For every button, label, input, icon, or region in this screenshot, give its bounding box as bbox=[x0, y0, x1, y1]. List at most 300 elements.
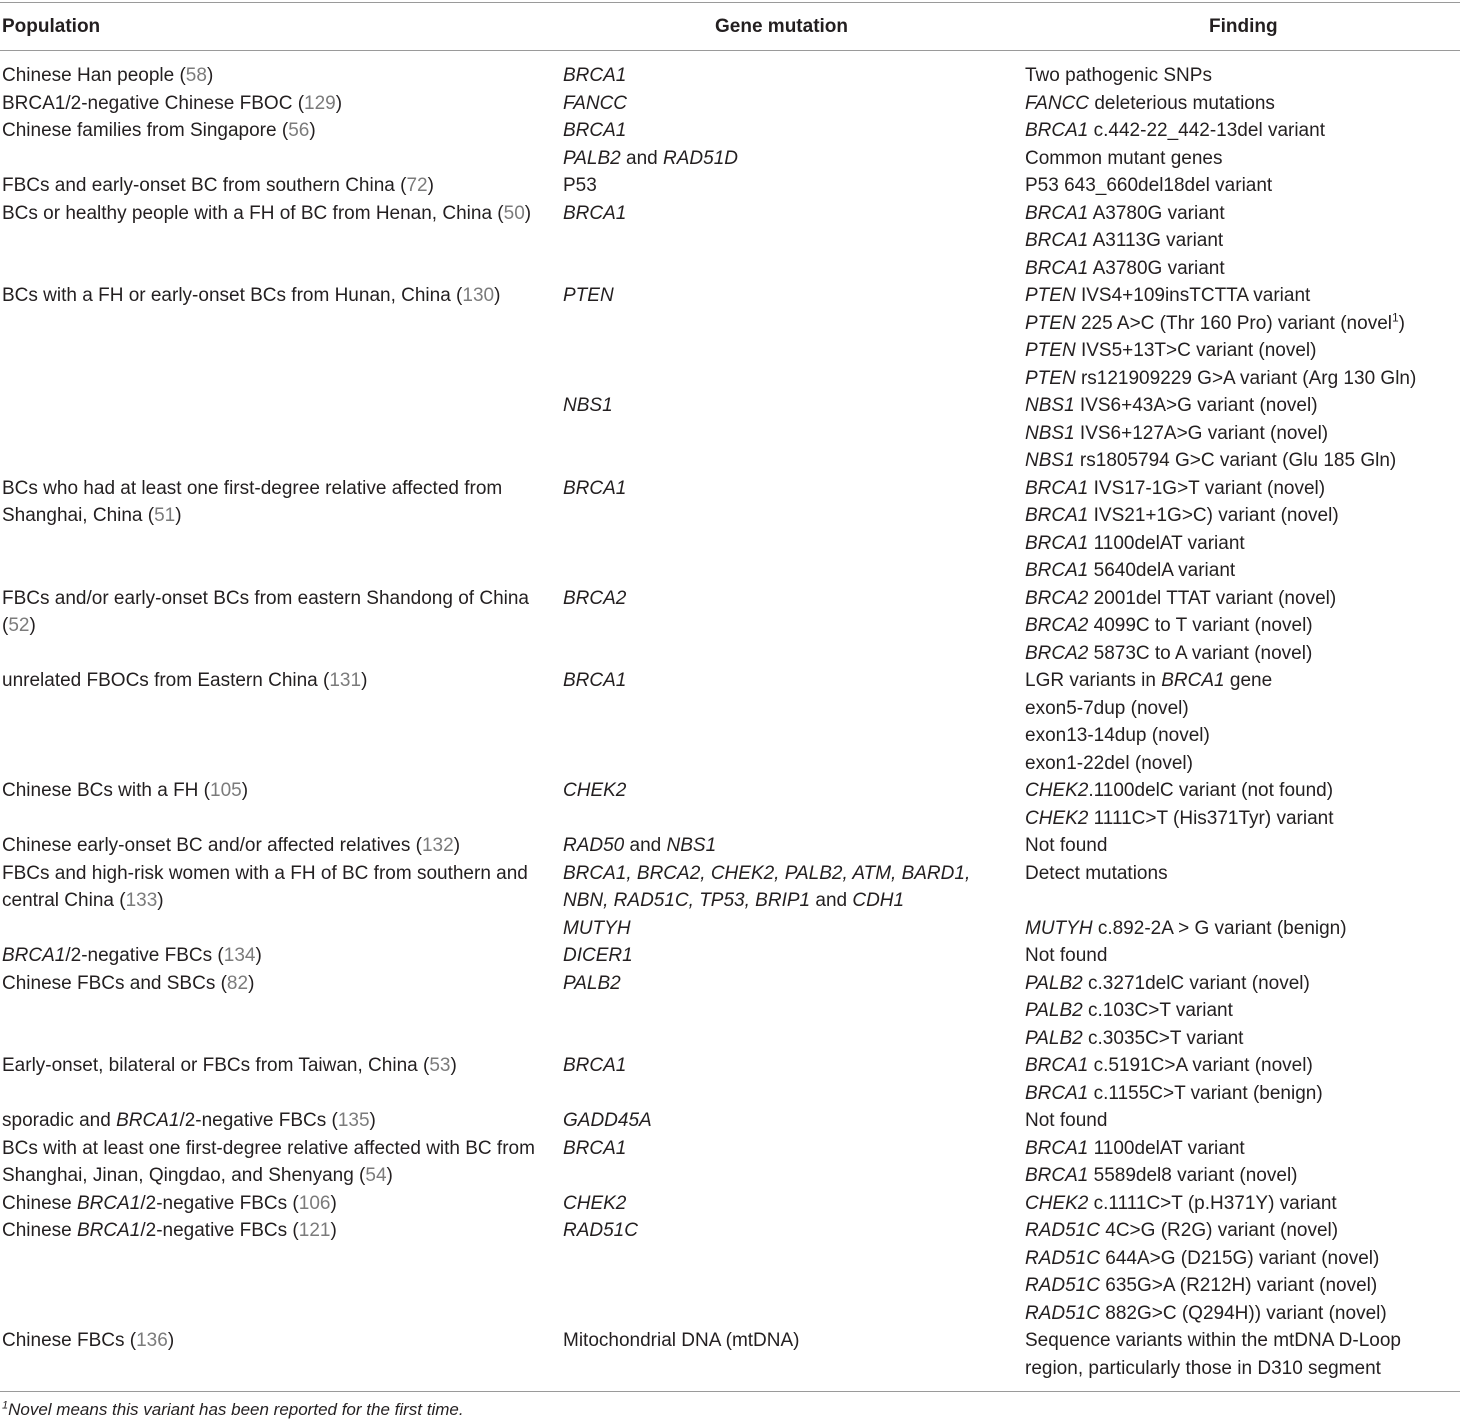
gene-mutation-cell bbox=[563, 475, 1003, 503]
finding-text: IVS4+109insTCTTA variant bbox=[1075, 285, 1311, 306]
finding-text: IVS6+43A>G variant (novel) bbox=[1074, 395, 1318, 416]
population-cell bbox=[2, 117, 552, 145]
finding-text: Sequence variants within the mtDNA D-Loop bbox=[1025, 1330, 1401, 1351]
finding-text: c.1111C>T (p.H371Y) variant bbox=[1088, 1192, 1337, 1214]
finding-line bbox=[1025, 365, 1455, 393]
gene-text: and bbox=[624, 835, 667, 856]
finding-line bbox=[1025, 557, 1455, 585]
population-value bbox=[2, 1135, 552, 1190]
population-cell bbox=[2, 90, 552, 118]
finding-line bbox=[1025, 1135, 1455, 1163]
population-text: /2-negative FBCs ( bbox=[140, 1220, 299, 1241]
reference-number: 72 bbox=[406, 175, 428, 196]
finding-line bbox=[1025, 420, 1455, 448]
population-text: /2-negative FBCs ( bbox=[65, 945, 224, 966]
finding-cell bbox=[1025, 1190, 1455, 1218]
population-cell bbox=[2, 1052, 552, 1080]
gene-italic: BRCA1 bbox=[563, 670, 627, 691]
gene-italic: BRCA1 bbox=[563, 120, 627, 141]
population-text: Chinese FBCs and SBCs ( bbox=[2, 972, 227, 994]
gene-line bbox=[563, 117, 1003, 145]
population-text: Chinese BCs with a FH ( bbox=[2, 780, 211, 801]
finding-line bbox=[1025, 90, 1455, 118]
finding-text: IVS5+13T>C variant (novel) bbox=[1075, 340, 1317, 361]
population-value bbox=[2, 282, 552, 310]
finding-gene-italic: BRCA1 bbox=[1161, 670, 1225, 691]
finding-gene-italic: PALB2 bbox=[1025, 1027, 1083, 1049]
reference-number: 130 bbox=[462, 285, 495, 306]
gene-line bbox=[563, 887, 1003, 915]
finding-gene-italic: BRCA1 bbox=[1025, 230, 1089, 251]
population-text: BCs with at least one first-degree relative affected with BC from Shanghai, Jinan, Qingdao, and Shenyang ( bbox=[2, 1137, 535, 1186]
finding-gene-italic: BRCA2 bbox=[1025, 615, 1089, 636]
finding-line bbox=[1025, 860, 1455, 888]
gene-text: and bbox=[620, 147, 664, 169]
finding-line bbox=[1025, 1217, 1455, 1245]
gene-line bbox=[563, 942, 1003, 970]
finding-gene-italic: BRCA1 bbox=[1025, 1137, 1089, 1159]
population-value bbox=[2, 1327, 552, 1355]
finding-gene-italic: BRCA1 bbox=[1025, 257, 1089, 279]
finding-line bbox=[1025, 805, 1455, 833]
population-cell bbox=[2, 1190, 552, 1218]
population-value bbox=[2, 585, 552, 640]
gene-mutation-cell bbox=[563, 585, 1003, 613]
population-text: ) bbox=[330, 1192, 337, 1214]
gene-mutation-cell bbox=[563, 200, 1003, 228]
finding-line bbox=[1025, 832, 1455, 860]
reference-number: 105 bbox=[210, 780, 242, 801]
finding-line bbox=[1025, 530, 1455, 558]
finding-line bbox=[1025, 667, 1455, 695]
gene-line bbox=[563, 282, 1003, 310]
gene-line bbox=[563, 1190, 1003, 1218]
population-text: ) bbox=[453, 835, 461, 856]
finding-gene-italic: PTEN bbox=[1025, 367, 1076, 389]
finding-cell bbox=[1025, 1052, 1455, 1107]
finding-text: A3780G variant bbox=[1088, 202, 1225, 224]
finding-line bbox=[1025, 1327, 1455, 1355]
finding-text: 635G>A (R212H) variant (novel) bbox=[1099, 1275, 1378, 1296]
finding-line bbox=[1025, 255, 1455, 283]
finding-line bbox=[1025, 1080, 1455, 1108]
finding-text: 644A>G (D215G) variant (novel) bbox=[1099, 1247, 1380, 1269]
finding-text: deleterious mutations bbox=[1089, 92, 1275, 114]
finding-gene-italic: BRCA1 bbox=[1025, 477, 1089, 499]
header-population: Population bbox=[2, 16, 101, 37]
finding-gene-italic: PALB2 bbox=[1025, 1000, 1083, 1021]
population-gene-italic: BRCA1 bbox=[2, 945, 66, 966]
gene-mutation-cell bbox=[563, 90, 1003, 118]
finding-gene-italic: RAD51C bbox=[1025, 1247, 1100, 1269]
gene-italic: BRCA1 bbox=[563, 65, 627, 86]
table-row bbox=[0, 832, 1460, 860]
table-row bbox=[0, 667, 1460, 777]
population-gene-italic: BRCA1 bbox=[77, 1192, 141, 1214]
population-text: ) bbox=[206, 65, 214, 86]
reference-number: 136 bbox=[136, 1330, 168, 1351]
reference-number: 53 bbox=[429, 1055, 451, 1076]
gene-mutation-cell bbox=[563, 1107, 1003, 1135]
population-cell bbox=[2, 1327, 552, 1355]
gene-line bbox=[563, 832, 1003, 860]
finding-line bbox=[1025, 1190, 1455, 1218]
table-row bbox=[0, 282, 1460, 475]
table-row bbox=[0, 777, 1460, 832]
finding-cell bbox=[1025, 585, 1455, 668]
gene-italic: RAD51D bbox=[663, 147, 738, 169]
finding-line bbox=[1025, 145, 1455, 173]
population-text: /2-negative FBCs ( bbox=[179, 1110, 338, 1131]
population-text: BRCA1/2-negative Chinese FBOC ( bbox=[2, 92, 305, 114]
footnote-ref: 1 bbox=[1391, 310, 1399, 325]
finding-text: rs1805794 G>C variant (Glu 185 Gln) bbox=[1074, 450, 1397, 471]
finding-text: 225 A>C (Thr 160 Pro) variant (novel bbox=[1075, 312, 1392, 334]
finding-line bbox=[1025, 695, 1455, 723]
gene-mutation-cell bbox=[563, 1327, 1003, 1355]
finding-text: Two pathogenic SNPs bbox=[1025, 65, 1212, 86]
population-value bbox=[2, 475, 552, 530]
gene-italic: CHEK2 bbox=[563, 1192, 627, 1214]
gene-italic: GADD45A bbox=[563, 1110, 652, 1131]
table-row bbox=[0, 942, 1460, 970]
finding-gene-italic: PTEN bbox=[1025, 340, 1076, 361]
finding-line bbox=[1025, 282, 1455, 310]
gene-mutation-cell bbox=[563, 282, 1003, 420]
table-row bbox=[0, 172, 1460, 200]
population-text: ) bbox=[524, 202, 532, 224]
finding-text: c.5191C>A variant (novel) bbox=[1088, 1055, 1313, 1076]
gene-mutation-cell bbox=[563, 1217, 1003, 1245]
population-cell bbox=[2, 62, 552, 90]
table-row bbox=[0, 860, 1460, 943]
gene-italic: CHEK2 bbox=[563, 780, 627, 801]
finding-line bbox=[1025, 612, 1455, 640]
finding-line bbox=[1025, 887, 1455, 915]
finding-text: region, particularly those in D310 segment bbox=[1025, 1357, 1381, 1379]
finding-text: ) bbox=[1398, 312, 1405, 334]
finding-line bbox=[1025, 722, 1455, 750]
finding-line bbox=[1025, 337, 1455, 365]
population-cell bbox=[2, 172, 552, 200]
reference-number: 133 bbox=[125, 890, 158, 911]
finding-gene-italic: PTEN bbox=[1025, 312, 1076, 334]
population-text: unrelated FBOCs from Eastern China ( bbox=[2, 670, 330, 691]
finding-text: 5589del8 variant (novel) bbox=[1088, 1165, 1298, 1186]
table-row bbox=[0, 62, 1460, 90]
population-text: BCs with a FH or early-onset BCs from Hunan, China ( bbox=[2, 285, 463, 306]
gene-line bbox=[563, 365, 1003, 393]
finding-text: .1100delC variant (not found) bbox=[1088, 780, 1334, 801]
finding-line bbox=[1025, 227, 1455, 255]
finding-line bbox=[1025, 392, 1455, 420]
population-value bbox=[2, 942, 552, 970]
gene-mutation-cell bbox=[563, 62, 1003, 90]
reference-number: 56 bbox=[288, 120, 310, 141]
finding-cell bbox=[1025, 475, 1455, 585]
finding-cell bbox=[1025, 1217, 1455, 1327]
finding-gene-italic: BRCA2 bbox=[1025, 642, 1089, 664]
finding-text: 5640delA variant bbox=[1088, 560, 1236, 581]
finding-gene-italic: CHEK2 bbox=[1025, 1192, 1089, 1214]
finding-line bbox=[1025, 310, 1455, 338]
finding-line bbox=[1025, 750, 1455, 778]
population-text: Chinese early-onset BC and/or affected relatives ( bbox=[2, 835, 422, 856]
reference-number: 82 bbox=[226, 972, 249, 994]
finding-text: exon13-14dup (novel) bbox=[1025, 725, 1210, 746]
reference-number: 121 bbox=[298, 1220, 331, 1241]
population-cell bbox=[2, 667, 552, 695]
gene-italic: FANCC bbox=[563, 92, 628, 114]
population-value bbox=[2, 1052, 552, 1080]
population-text: ) bbox=[309, 120, 316, 141]
finding-line bbox=[1025, 970, 1455, 998]
table-row bbox=[0, 90, 1460, 118]
table-bottom-rule bbox=[0, 1391, 1460, 1392]
finding-text: c.3035C>T variant bbox=[1082, 1027, 1244, 1049]
population-text: Chinese bbox=[2, 1192, 77, 1214]
population-text: Chinese FBCs ( bbox=[2, 1330, 137, 1351]
population-cell bbox=[2, 1217, 552, 1245]
population-text: ) bbox=[29, 615, 36, 636]
finding-line bbox=[1025, 777, 1455, 805]
gene-line bbox=[563, 585, 1003, 613]
finding-line bbox=[1025, 172, 1455, 200]
gene-mutation-cell bbox=[563, 172, 1003, 200]
finding-text: 1100delAT variant bbox=[1088, 532, 1245, 554]
gene-italic: NBS1 bbox=[666, 835, 717, 856]
finding-gene-italic: BRCA1 bbox=[1025, 202, 1089, 224]
population-cell bbox=[2, 282, 552, 310]
finding-cell bbox=[1025, 970, 1455, 1053]
finding-text: gene bbox=[1224, 670, 1273, 691]
population-text: ) bbox=[255, 945, 262, 966]
finding-text: P53 643_660del18del variant bbox=[1025, 175, 1273, 196]
reference-number: 58 bbox=[185, 65, 207, 86]
population-value bbox=[2, 1107, 552, 1135]
population-text: /2-negative FBCs ( bbox=[140, 1192, 299, 1214]
gene-italic: RAD51C bbox=[563, 1220, 638, 1241]
population-cell bbox=[2, 942, 552, 970]
footnote-marker: 1 bbox=[2, 1399, 9, 1412]
gene-line bbox=[563, 62, 1003, 90]
gene-line bbox=[563, 145, 1003, 173]
finding-gene-italic: FANCC bbox=[1025, 92, 1090, 114]
finding-line bbox=[1025, 62, 1455, 90]
finding-line bbox=[1025, 1107, 1455, 1135]
finding-text: A3780G variant bbox=[1088, 257, 1225, 279]
reference-number: 132 bbox=[421, 835, 454, 856]
finding-cell bbox=[1025, 1107, 1455, 1135]
gene-line bbox=[563, 1327, 1003, 1355]
population-text: ) bbox=[427, 175, 434, 196]
population-gene-italic: BRCA1 bbox=[77, 1220, 141, 1241]
gene-line bbox=[563, 1107, 1003, 1135]
table-top-rule bbox=[0, 2, 1460, 3]
finding-cell bbox=[1025, 1135, 1455, 1190]
finding-cell bbox=[1025, 832, 1455, 860]
finding-text: c.892-2A > G variant (benign) bbox=[1092, 917, 1347, 939]
population-value bbox=[2, 860, 552, 915]
finding-line bbox=[1025, 1300, 1455, 1328]
finding-gene-italic: MUTYH bbox=[1025, 917, 1093, 939]
reference-number: 131 bbox=[329, 670, 362, 691]
gene-italic: BRCA2 bbox=[563, 587, 627, 609]
finding-line bbox=[1025, 585, 1455, 613]
gene-mutation-cell bbox=[563, 777, 1003, 805]
finding-text: c.103C>T variant bbox=[1082, 1000, 1233, 1021]
finding-cell bbox=[1025, 200, 1455, 283]
population-gene-italic: BRCA1 bbox=[116, 1110, 180, 1131]
gene-italic: CDH1 bbox=[852, 890, 905, 911]
finding-gene-italic: RAD51C bbox=[1025, 1220, 1100, 1241]
finding-gene-italic: BRCA1 bbox=[1025, 1165, 1089, 1186]
population-cell bbox=[2, 970, 552, 998]
gene-line bbox=[563, 1052, 1003, 1080]
reference-number: 52 bbox=[8, 615, 30, 636]
finding-cell bbox=[1025, 62, 1455, 90]
population-text: BCs who had at least one first-degree relative affected from Shanghai, China ( bbox=[2, 477, 503, 526]
finding-text: Not found bbox=[1025, 1110, 1108, 1131]
population-text: ) bbox=[335, 92, 343, 114]
finding-gene-italic: BRCA1 bbox=[1025, 120, 1089, 141]
finding-cell bbox=[1025, 1327, 1455, 1382]
finding-gene-italic: BRCA1 bbox=[1025, 505, 1089, 526]
population-cell bbox=[2, 585, 552, 640]
gene-line bbox=[563, 475, 1003, 503]
population-value bbox=[2, 62, 552, 90]
population-value bbox=[2, 200, 552, 228]
finding-line bbox=[1025, 1052, 1455, 1080]
population-value bbox=[2, 1217, 552, 1245]
population-text: ) bbox=[175, 505, 182, 526]
gene-italic: MUTYH bbox=[563, 917, 631, 939]
gene-line bbox=[563, 1135, 1003, 1163]
gene-text: Mitochondrial DNA (mtDNA) bbox=[563, 1330, 800, 1351]
gene-italic: DICER1 bbox=[563, 945, 633, 966]
gene-italic: RAD50 bbox=[563, 835, 625, 856]
finding-line bbox=[1025, 1355, 1455, 1383]
gene-italic: PALB2 bbox=[563, 147, 621, 169]
header-rule bbox=[0, 50, 1460, 51]
finding-gene-italic: NBS1 bbox=[1025, 422, 1075, 444]
table-row bbox=[0, 970, 1460, 1053]
gene-line bbox=[563, 1217, 1003, 1245]
finding-cell bbox=[1025, 90, 1455, 118]
footnote-text: Novel means this variant has been reported for the first time. bbox=[8, 1400, 464, 1419]
finding-gene-italic: BRCA2 bbox=[1025, 587, 1089, 609]
table-row bbox=[0, 117, 1460, 172]
finding-gene-italic: RAD51C bbox=[1025, 1275, 1100, 1296]
reference-number: 106 bbox=[298, 1192, 331, 1214]
population-value bbox=[2, 832, 552, 860]
finding-text: Not found bbox=[1025, 835, 1108, 856]
gene-text: and bbox=[810, 890, 853, 911]
table-body bbox=[0, 62, 1460, 1382]
gene-mutation-cell bbox=[563, 1052, 1003, 1080]
population-text: FBCs and early-onset BC from southern China ( bbox=[2, 175, 407, 196]
finding-text: c.1155C>T variant (benign) bbox=[1088, 1082, 1323, 1104]
finding-line bbox=[1025, 997, 1455, 1025]
population-text: ) bbox=[330, 1220, 337, 1241]
gene-line bbox=[563, 860, 1003, 888]
gene-line bbox=[563, 970, 1003, 998]
population-text: ) bbox=[369, 1110, 376, 1131]
population-value bbox=[2, 1190, 552, 1218]
table-row bbox=[0, 475, 1460, 585]
gene-italic: PTEN bbox=[563, 285, 614, 306]
finding-gene-italic: BRCA1 bbox=[1025, 532, 1089, 554]
gene-line bbox=[563, 172, 1003, 200]
population-text: FBCs and/or early-onset BCs from eastern Shandong of China ( bbox=[2, 587, 529, 636]
gene-text: P53 bbox=[563, 175, 597, 196]
population-text: BCs or healthy people with a FH of BC from Henan, China ( bbox=[2, 202, 504, 224]
finding-gene-italic: BRCA1 bbox=[1025, 1055, 1089, 1076]
finding-gene-italic: BRCA1 bbox=[1025, 1082, 1089, 1104]
finding-line bbox=[1025, 1162, 1455, 1190]
finding-line bbox=[1025, 1025, 1455, 1053]
population-cell bbox=[2, 200, 552, 228]
finding-text: exon1-22del (novel) bbox=[1025, 752, 1193, 774]
population-cell bbox=[2, 1135, 552, 1190]
finding-cell bbox=[1025, 860, 1455, 943]
gene-line bbox=[563, 310, 1003, 338]
population-text: Chinese families from Singapore ( bbox=[2, 120, 289, 141]
finding-cell bbox=[1025, 942, 1455, 970]
population-text: ) bbox=[386, 1165, 393, 1186]
finding-gene-italic: NBS1 bbox=[1025, 395, 1075, 416]
reference-number: 135 bbox=[337, 1110, 370, 1131]
population-value bbox=[2, 777, 552, 805]
population-text: ) bbox=[450, 1055, 457, 1076]
finding-text: IVS17-1G>T variant (novel) bbox=[1088, 477, 1326, 499]
table-row bbox=[0, 1107, 1460, 1135]
gene-line bbox=[563, 915, 1003, 943]
finding-line bbox=[1025, 942, 1455, 970]
finding-text: exon5-7dup (novel) bbox=[1025, 697, 1189, 719]
population-cell bbox=[2, 1107, 552, 1135]
finding-text: IVS21+1G>C) variant (novel) bbox=[1088, 505, 1339, 526]
gene-line bbox=[563, 392, 1003, 420]
finding-line bbox=[1025, 915, 1455, 943]
population-text: sporadic and bbox=[2, 1110, 117, 1131]
finding-text: c.442-22_442-13del variant bbox=[1088, 120, 1325, 141]
finding-gene-italic: BRCA1 bbox=[1025, 560, 1089, 581]
finding-text: rs121909229 G>A variant (Arg 130 Gln) bbox=[1075, 367, 1417, 389]
population-cell bbox=[2, 860, 552, 915]
finding-text: A3113G variant bbox=[1088, 230, 1224, 251]
gene-mutation-cell bbox=[563, 860, 1003, 943]
table-row bbox=[0, 1052, 1460, 1107]
reference-number: 50 bbox=[503, 202, 525, 224]
finding-text: c.3271delC variant (novel) bbox=[1082, 972, 1310, 994]
gene-italic: BRCA1 bbox=[563, 477, 627, 499]
finding-gene-italic: RAD51C bbox=[1025, 1302, 1100, 1324]
finding-cell bbox=[1025, 117, 1455, 172]
gene-mutation-cell bbox=[563, 667, 1003, 695]
population-text: ) bbox=[157, 890, 164, 911]
finding-line bbox=[1025, 640, 1455, 668]
finding-line bbox=[1025, 502, 1455, 530]
table-row bbox=[0, 1135, 1460, 1190]
finding-text: 4C>G (R2G) variant (novel) bbox=[1099, 1220, 1339, 1241]
table-row bbox=[0, 1327, 1460, 1382]
finding-text: 1100delAT variant bbox=[1088, 1137, 1245, 1159]
gene-italic: PALB2 bbox=[563, 972, 621, 994]
finding-cell bbox=[1025, 777, 1455, 832]
population-value bbox=[2, 117, 552, 145]
population-cell bbox=[2, 475, 552, 530]
